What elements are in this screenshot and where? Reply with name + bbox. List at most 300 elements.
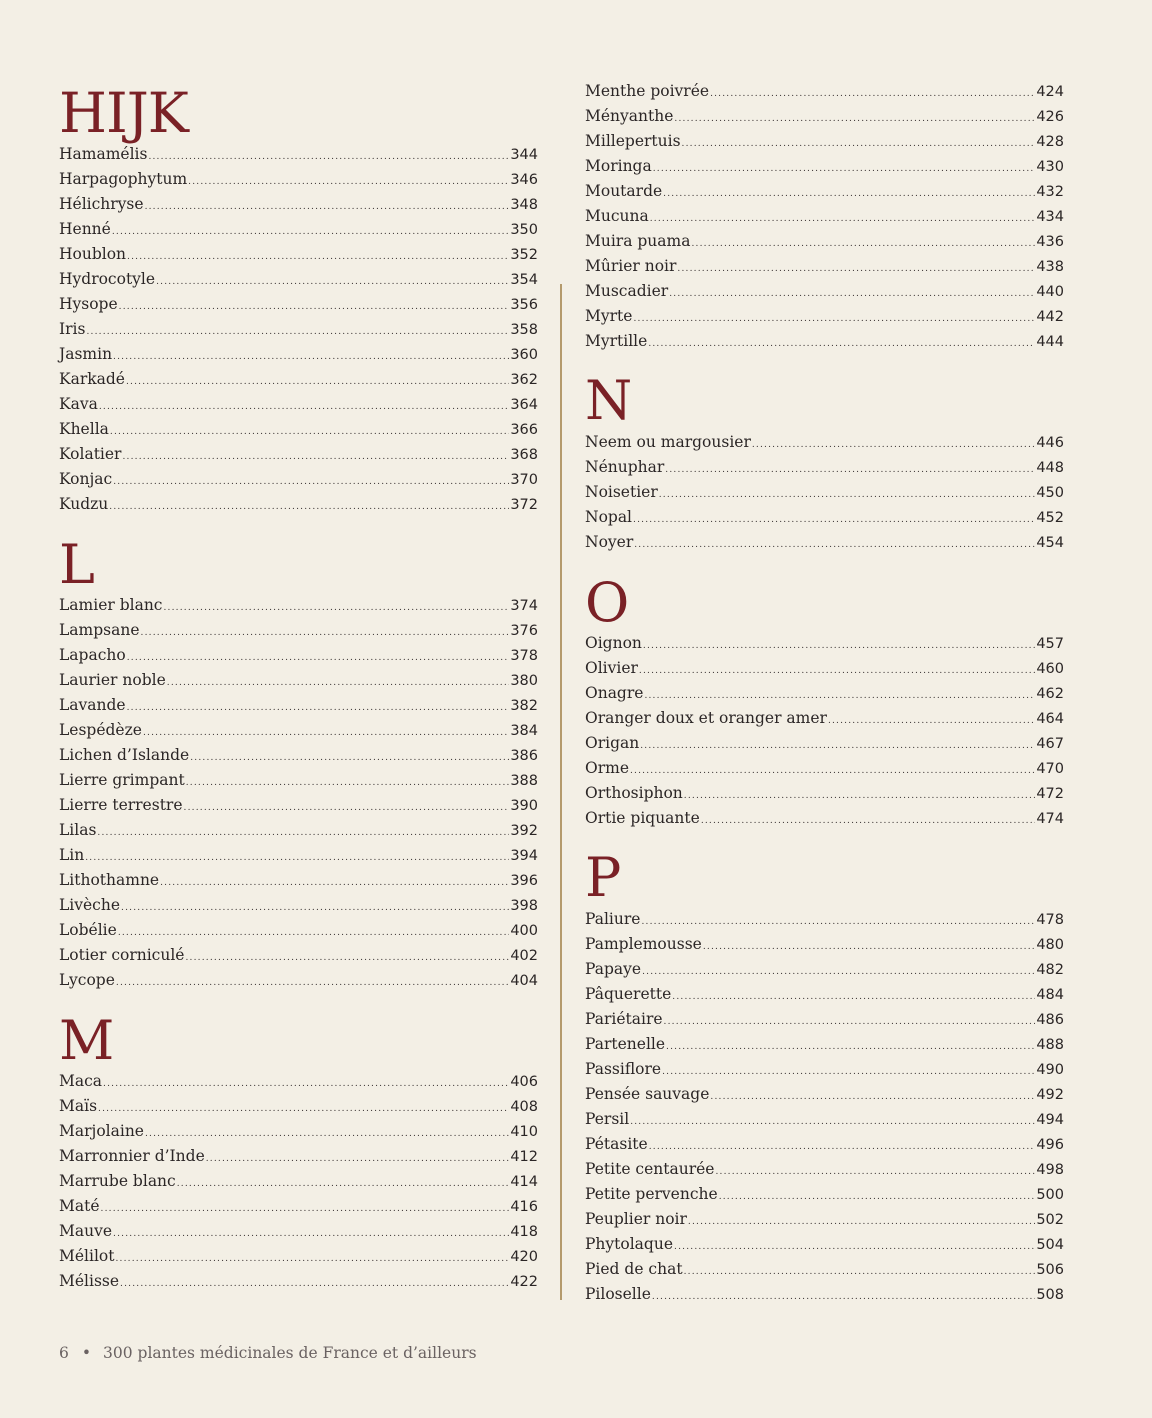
entry-plant-name: Ményanthe — [585, 107, 674, 125]
page-number: 6 — [59, 1344, 69, 1362]
index-entry — [585, 279, 1064, 304]
index-entry — [59, 142, 538, 167]
index-entry — [59, 392, 538, 417]
dot-leader — [665, 458, 1035, 483]
entry-plant-name: Myrtille — [585, 332, 648, 350]
dot-leader — [639, 659, 1035, 684]
dot-leader — [184, 796, 510, 821]
index-entry — [59, 793, 538, 818]
dot-leader — [719, 1185, 1036, 1210]
index-entry — [59, 1144, 538, 1169]
index-entry — [59, 693, 538, 718]
index-entry — [585, 430, 1064, 455]
dot-leader — [116, 971, 509, 996]
entry-page-number: 462 — [1036, 686, 1064, 702]
entry-plant-name: Pariétaire — [585, 1010, 663, 1028]
entry-page-number: 452 — [1036, 510, 1064, 526]
dot-leader — [113, 345, 509, 370]
index-entry — [585, 79, 1064, 104]
dot-leader — [648, 332, 1035, 357]
section-letter-heading: L — [59, 533, 94, 596]
entry-plant-name: Ortie piquante — [585, 809, 700, 827]
dot-leader — [630, 759, 1035, 784]
index-entry — [585, 756, 1064, 781]
entry-plant-name: Muira puama — [585, 232, 691, 250]
dot-leader — [177, 1172, 510, 1197]
index-entry — [585, 304, 1064, 329]
entry-page-number: 478 — [1036, 912, 1064, 928]
entry-page-number: 412 — [510, 1149, 538, 1165]
section-entries — [59, 1069, 538, 1294]
dot-leader — [113, 1222, 509, 1247]
index-entry — [59, 893, 538, 918]
entry-plant-name: Livèche — [59, 896, 121, 914]
entry-plant-name: Kava — [59, 395, 98, 413]
dot-leader — [633, 307, 1035, 332]
dot-leader — [127, 245, 509, 270]
entry-page-number: 484 — [1036, 987, 1064, 1003]
entry-page-number: 472 — [1036, 786, 1064, 802]
entry-plant-name: Maté — [59, 1197, 100, 1215]
entry-page-number: 352 — [510, 247, 538, 263]
dot-leader — [160, 871, 509, 896]
entry-plant-name: Orthosiphon — [585, 784, 683, 802]
index-entry — [585, 455, 1064, 480]
entry-page-number: 442 — [1036, 309, 1064, 325]
dot-leader — [677, 257, 1035, 282]
dot-leader — [701, 809, 1036, 834]
entry-page-number: 486 — [1036, 1012, 1064, 1028]
entry-plant-name: Mauve — [59, 1222, 113, 1240]
index-entry — [585, 1182, 1064, 1207]
entry-plant-name: Maca — [59, 1072, 103, 1090]
dot-leader — [86, 320, 509, 345]
index-entry — [585, 480, 1064, 505]
index-entry — [59, 342, 538, 367]
entry-page-number: 386 — [510, 748, 538, 764]
dot-leader — [684, 784, 1036, 809]
entry-page-number: 344 — [510, 147, 538, 163]
dot-leader — [703, 935, 1035, 960]
entry-plant-name: Marronnier d’Inde — [59, 1147, 205, 1165]
entry-page-number: 508 — [1036, 1287, 1064, 1303]
index-entry — [59, 1244, 538, 1269]
index-entry — [59, 317, 538, 342]
entry-page-number: 422 — [510, 1274, 538, 1290]
entry-page-number: 467 — [1036, 736, 1064, 752]
dot-leader — [662, 1060, 1035, 1085]
entry-page-number: 390 — [510, 798, 538, 814]
entry-plant-name: Hamamélis — [59, 145, 148, 163]
index-entry — [585, 656, 1064, 681]
entry-page-number: 348 — [510, 197, 538, 213]
dot-leader — [190, 746, 509, 771]
index-entry — [59, 968, 538, 993]
entry-page-number: 384 — [510, 723, 538, 739]
entry-plant-name: Petite pervenche — [585, 1185, 718, 1203]
index-entry — [585, 505, 1064, 530]
index-entry — [585, 731, 1064, 756]
index-entry — [585, 806, 1064, 831]
entry-page-number: 434 — [1036, 209, 1064, 225]
index-entry — [59, 643, 538, 668]
dot-leader — [663, 182, 1035, 207]
entry-page-number: 346 — [510, 172, 538, 188]
index-entry — [59, 1094, 538, 1119]
entry-page-number: 408 — [510, 1099, 538, 1115]
dot-leader — [122, 445, 509, 470]
dot-leader — [163, 596, 509, 621]
entry-page-number: 416 — [510, 1199, 538, 1215]
dot-leader — [127, 646, 510, 671]
entry-plant-name: Pâquerette — [585, 985, 672, 1003]
entry-plant-name: Hysope — [59, 295, 118, 313]
entry-page-number: 402 — [510, 948, 538, 964]
page-footer — [59, 1344, 477, 1362]
index-entry — [59, 618, 538, 643]
index-entry — [59, 492, 538, 517]
dot-leader — [715, 1160, 1035, 1185]
index-entry — [585, 982, 1064, 1007]
entry-plant-name: Pamplemousse — [585, 935, 702, 953]
dot-leader — [141, 621, 510, 646]
entry-page-number: 496 — [1036, 1137, 1064, 1153]
index-entry — [59, 943, 538, 968]
entry-page-number: 378 — [510, 648, 538, 664]
entry-page-number: 436 — [1036, 234, 1064, 250]
entry-plant-name: Kudzu — [59, 495, 109, 513]
entry-plant-name: Origan — [585, 734, 640, 752]
dot-leader — [710, 82, 1035, 107]
entry-plant-name: Lin — [59, 846, 85, 864]
entry-page-number: 492 — [1036, 1087, 1064, 1103]
index-entry — [585, 1207, 1064, 1232]
entry-page-number: 488 — [1036, 1037, 1064, 1053]
entry-plant-name: Pied de chat — [585, 1260, 683, 1278]
entry-plant-name: Orme — [585, 759, 629, 777]
index-entry — [585, 254, 1064, 279]
entry-page-number: 446 — [1036, 435, 1064, 451]
entry-page-number: 470 — [1036, 761, 1064, 777]
index-entry — [585, 530, 1064, 555]
entry-page-number: 440 — [1036, 284, 1064, 300]
dot-leader — [630, 1110, 1035, 1135]
index-entry — [59, 417, 538, 442]
index-entry — [585, 631, 1064, 656]
index-entry — [59, 1269, 538, 1294]
entry-plant-name: Papaye — [585, 960, 642, 978]
entry-plant-name: Lilas — [59, 821, 97, 839]
index-entry — [585, 1232, 1064, 1257]
entry-page-number: 490 — [1036, 1062, 1064, 1078]
index-entry — [585, 1132, 1064, 1157]
entry-plant-name: Piloselle — [585, 1285, 651, 1303]
entry-plant-name: Mélilot — [59, 1247, 115, 1265]
entry-plant-name: Khella — [59, 420, 109, 438]
entry-page-number: 400 — [510, 923, 538, 939]
dot-leader — [652, 1285, 1035, 1310]
entry-page-number: 457 — [1036, 636, 1064, 652]
entry-page-number: 366 — [510, 422, 538, 438]
entry-page-number: 502 — [1036, 1212, 1064, 1228]
entry-plant-name: Neem ou margousier — [585, 433, 751, 451]
dot-leader — [206, 1147, 510, 1172]
entry-plant-name: Marjolaine — [59, 1122, 144, 1140]
dot-leader — [156, 270, 509, 295]
entry-plant-name: Lapacho — [59, 646, 126, 664]
entry-plant-name: Konjac — [59, 470, 113, 488]
section-letter-heading: HIJK — [59, 81, 188, 145]
entry-plant-name: Pétasite — [585, 1135, 648, 1153]
entry-page-number: 374 — [510, 598, 538, 614]
index-entry — [585, 129, 1064, 154]
index-entry — [585, 1082, 1064, 1107]
entry-page-number: 448 — [1036, 460, 1064, 476]
index-entry — [585, 1007, 1064, 1032]
entry-page-number: 494 — [1036, 1112, 1064, 1128]
index-entry — [59, 467, 538, 492]
index-entry — [585, 1057, 1064, 1082]
entry-page-number: 420 — [510, 1249, 538, 1265]
entry-plant-name: Petite centaurée — [585, 1160, 715, 1178]
entry-page-number: 474 — [1036, 811, 1064, 827]
index-entry — [59, 442, 538, 467]
entry-page-number: 410 — [510, 1124, 538, 1140]
index-entry — [585, 1157, 1064, 1182]
dot-leader — [121, 896, 509, 921]
dot-leader — [691, 232, 1035, 257]
index-entry — [59, 1169, 538, 1194]
entry-page-number: 380 — [510, 673, 538, 689]
entry-page-number: 364 — [510, 397, 538, 413]
dot-leader — [752, 433, 1035, 458]
index-entry — [59, 843, 538, 868]
entry-plant-name: Lespédèze — [59, 721, 142, 739]
dot-leader — [688, 1210, 1035, 1235]
index-entry — [59, 242, 538, 267]
index-entry — [585, 1107, 1064, 1132]
section-letter-heading: O — [585, 571, 629, 634]
entry-plant-name: Moutarde — [585, 182, 663, 200]
entry-page-number: 424 — [1036, 84, 1064, 100]
entry-plant-name: Moringa — [585, 157, 652, 175]
index-entry — [585, 204, 1064, 229]
index-entry — [585, 932, 1064, 957]
dot-leader — [185, 946, 509, 971]
entry-plant-name: Mucuna — [585, 207, 649, 225]
section-entries — [585, 631, 1064, 831]
entry-page-number: 398 — [510, 898, 538, 914]
entry-page-number: 358 — [510, 322, 538, 338]
book-title: 300 plantes médicinales de France et d’ailleurs — [103, 1344, 477, 1362]
entry-plant-name: Lobélie — [59, 921, 117, 939]
dot-leader — [119, 295, 510, 320]
entry-plant-name: Harpagophytum — [59, 170, 188, 188]
dot-leader — [103, 1072, 509, 1097]
entry-plant-name: Lampsane — [59, 621, 140, 639]
section-entries — [585, 907, 1064, 1307]
entry-page-number: 406 — [510, 1074, 538, 1090]
index-entry — [59, 918, 538, 943]
entry-plant-name: Noisetier — [585, 483, 658, 501]
column-divider — [560, 284, 562, 1300]
entry-plant-name: Peuplier noir — [585, 1210, 687, 1228]
dot-leader — [650, 207, 1036, 232]
entry-plant-name: Hélichryse — [59, 195, 144, 213]
entry-plant-name: Noyer — [585, 533, 634, 551]
index-entry — [59, 367, 538, 392]
entry-page-number: 362 — [510, 372, 538, 388]
entry-page-number: 504 — [1036, 1237, 1064, 1253]
entry-plant-name: Oignon — [585, 634, 642, 652]
dot-leader — [672, 985, 1035, 1010]
dot-leader — [682, 132, 1036, 157]
index-entry — [59, 668, 538, 693]
entry-plant-name: Mûrier noir — [585, 257, 677, 275]
entry-plant-name: Olivier — [585, 659, 638, 677]
section-entries — [59, 142, 538, 517]
entry-plant-name: Lichen d’Islande — [59, 746, 190, 764]
entry-plant-name: Paliure — [585, 910, 641, 928]
entry-plant-name: Henné — [59, 220, 111, 238]
index-entry — [585, 907, 1064, 932]
index-entry — [585, 781, 1064, 806]
dot-leader — [110, 420, 509, 445]
dot-leader — [640, 734, 1035, 759]
entry-page-number: 360 — [510, 347, 538, 363]
index-entry — [59, 217, 538, 242]
entry-plant-name: Muscadier — [585, 282, 669, 300]
entry-page-number: 394 — [510, 848, 538, 864]
entry-plant-name: Karkadé — [59, 370, 125, 388]
dot-leader — [143, 721, 509, 746]
entry-page-number: 480 — [1036, 937, 1064, 953]
entry-page-number: 392 — [510, 823, 538, 839]
entry-page-number: 506 — [1036, 1262, 1064, 1278]
dot-leader — [828, 709, 1035, 734]
entry-page-number: 418 — [510, 1224, 538, 1240]
entry-plant-name: Marrube blanc — [59, 1172, 176, 1190]
dot-leader — [666, 1035, 1035, 1060]
section-letter-heading: M — [59, 1009, 114, 1072]
entry-plant-name: Lithothamne — [59, 871, 160, 889]
entry-plant-name: Persil — [585, 1110, 630, 1128]
dot-leader — [188, 170, 509, 195]
entry-plant-name: Hydrocotyle — [59, 270, 156, 288]
index-entry — [59, 1069, 538, 1094]
index-entry — [59, 1119, 538, 1144]
index-entry — [585, 1032, 1064, 1057]
entry-page-number: 454 — [1036, 535, 1064, 551]
entry-page-number: 388 — [510, 773, 538, 789]
entry-page-number: 354 — [510, 272, 538, 288]
section-letter-heading: P — [585, 846, 621, 909]
dot-leader — [126, 370, 509, 395]
dot-leader — [148, 145, 509, 170]
dot-leader — [127, 696, 510, 721]
index-entry — [585, 681, 1064, 706]
index-entry — [585, 957, 1064, 982]
dot-leader — [167, 671, 510, 696]
entry-plant-name: Lierre grimpant — [59, 771, 185, 789]
entry-page-number: 370 — [510, 472, 538, 488]
entry-plant-name: Kolatier — [59, 445, 122, 463]
dot-leader — [186, 771, 510, 796]
entry-plant-name: Pensée sauvage — [585, 1085, 710, 1103]
entry-page-number: 432 — [1036, 184, 1064, 200]
entry-page-number: 500 — [1036, 1187, 1064, 1203]
entry-page-number: 404 — [510, 973, 538, 989]
dot-leader — [113, 470, 509, 495]
entry-plant-name: Partenelle — [585, 1035, 666, 1053]
entry-plant-name: Lierre terrestre — [59, 796, 183, 814]
section-entries — [585, 430, 1064, 555]
entry-plant-name: Myrte — [585, 307, 633, 325]
dot-leader — [633, 508, 1035, 533]
entry-plant-name: Millepertuis — [585, 132, 681, 150]
index-entry — [59, 718, 538, 743]
dot-leader — [710, 1085, 1035, 1110]
entry-page-number: 498 — [1036, 1162, 1064, 1178]
entry-page-number: 350 — [510, 222, 538, 238]
entry-page-number: 460 — [1036, 661, 1064, 677]
index-entry — [59, 292, 538, 317]
entry-page-number: 356 — [510, 297, 538, 313]
index-entry — [585, 329, 1064, 354]
index-entry — [585, 1282, 1064, 1307]
entry-plant-name: Lycope — [59, 971, 115, 989]
entry-plant-name: Iris — [59, 320, 86, 338]
index-entry — [585, 706, 1064, 731]
entry-page-number: 372 — [510, 497, 538, 513]
index-entry — [585, 104, 1064, 129]
index-entry — [59, 192, 538, 217]
index-entry — [59, 167, 538, 192]
dot-leader — [674, 107, 1035, 132]
entry-plant-name: Onagre — [585, 684, 644, 702]
entry-plant-name: Maïs — [59, 1097, 98, 1115]
entry-plant-name: Laurier noble — [59, 671, 166, 689]
dot-leader — [669, 282, 1035, 307]
entry-page-number: 482 — [1036, 962, 1064, 978]
entry-plant-name: Passiflore — [585, 1060, 662, 1078]
entry-page-number: 430 — [1036, 159, 1064, 175]
dot-leader — [684, 1260, 1036, 1285]
section-entries — [59, 593, 538, 993]
entry-plant-name: Lamier blanc — [59, 596, 163, 614]
index-entry — [585, 1257, 1064, 1282]
dot-leader — [643, 634, 1035, 659]
entry-page-number: 450 — [1036, 485, 1064, 501]
entry-plant-name: Nénuphar — [585, 458, 665, 476]
entry-plant-name: Houblon — [59, 245, 127, 263]
entry-plant-name: Lotier corniculé — [59, 946, 185, 964]
entry-plant-name: Phytolaque — [585, 1235, 674, 1253]
index-entry — [59, 868, 538, 893]
dot-leader — [674, 1235, 1035, 1260]
index-entry — [59, 818, 538, 843]
section-entries — [585, 79, 1064, 354]
entry-page-number: 426 — [1036, 109, 1064, 125]
entry-plant-name: Mélisse — [59, 1272, 120, 1290]
dot-leader — [634, 533, 1035, 558]
dot-leader — [120, 1272, 509, 1297]
entry-page-number: 438 — [1036, 259, 1064, 275]
dot-leader — [109, 495, 509, 520]
entry-page-number: 444 — [1036, 334, 1064, 350]
section-letter-heading: N — [585, 369, 632, 432]
entry-page-number: 368 — [510, 447, 538, 463]
